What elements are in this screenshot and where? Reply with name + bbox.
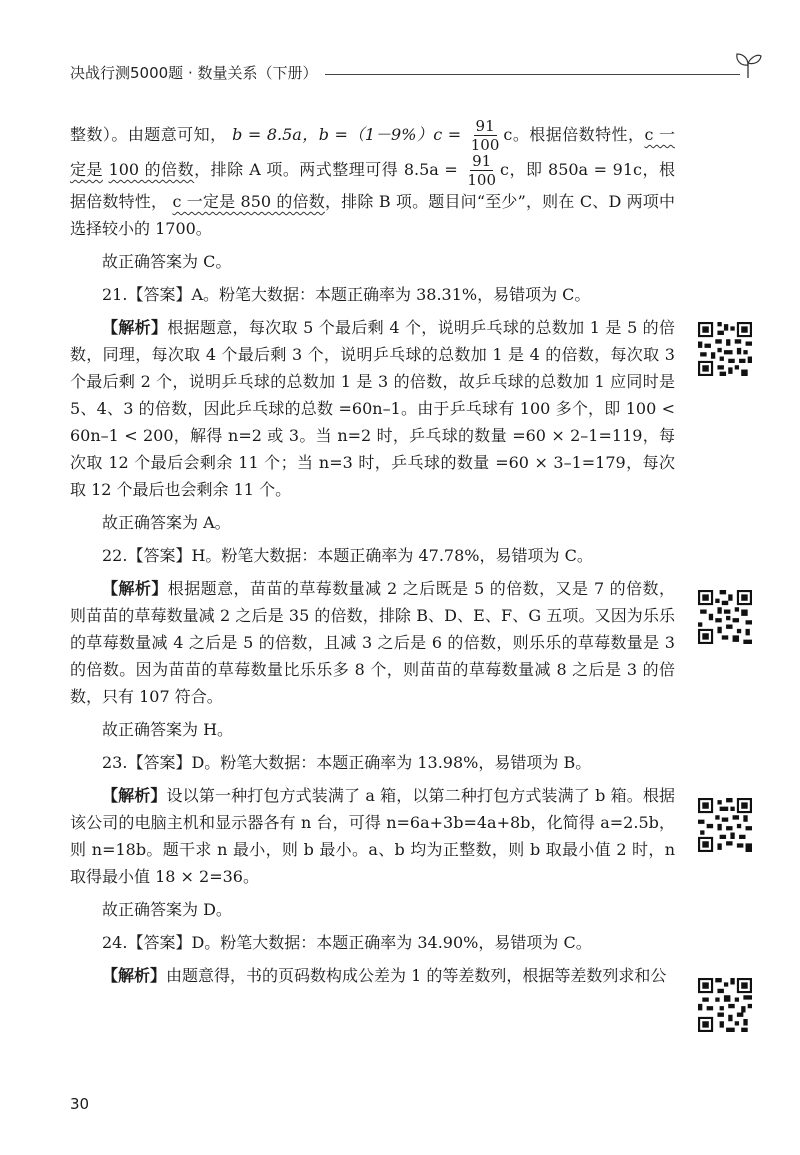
sprout-icon (734, 50, 762, 80)
intro-emphasis-2: 100 的倍数 (108, 160, 195, 179)
analysis-label: 【解析】 (102, 786, 167, 805)
fraction-91-100-b: $\frac{91}{100}$ (467, 152, 497, 189)
qr-code-icon[interactable] (698, 322, 752, 376)
qr-code-icon[interactable] (698, 978, 752, 1032)
q24-answer: 24.【答案】D。粉笔大数据：本题正确率为 34.90%，易错项为 C。 (102, 933, 592, 952)
q22-conclusion: 故正确答案为 H。 (102, 720, 234, 739)
page-body (70, 118, 675, 995)
intro-equation-1: b = 8.5a，b =（1－9%）c = (232, 125, 462, 144)
qr-code-icon[interactable] (698, 798, 752, 852)
book-title: 决战行测5000题 · 数量关系（下册） (70, 62, 325, 83)
analysis-label: 【解析】 (102, 579, 168, 598)
q23-analysis-text: 设以第一种打包方式装满了 a 箱，以第二种打包方式装满了 b 箱。根据该公司的电脑主机和显示器各有 n 台，可得 n=6a+3b=4a+8b，化简得 a=2.5b，则 n=18b。题干求 n 最小，则 b 最小。a、b 均为正整数，则 b 取最小值 2 时，n 取得最小值 18 × 2=36。 (70, 786, 675, 886)
intro-conclusion: 故正确答案为 C。 (102, 252, 232, 271)
intro-text-5: ，排除 B 项。题目问“至少”，则在 C、D 两项中选择较小的 1700。 (70, 192, 675, 238)
analysis-label: 【解析】 (102, 318, 168, 337)
q21-analysis (70, 314, 675, 503)
analysis-label: 【解析】 (102, 966, 167, 985)
q21-analysis-text: 根据题意，每次取 5 个最后剩 4 个，说明乒乓球的总数加 1 是 5 的倍数，同理，每次取 4 个最后剩 3 个，说明乒乓球的总数加 1 是 4 的倍数，每次取 3 个最后剩 2 个，说明乒乓球的总数加 1 是 3 的倍数，故乒乓球的总数加 1 应同时是 5、4、3 的倍数，因此乒乓球的总数 =60n–1。由于乒乓球有 100 多个，即 100 < 60n–1 < 200，解得 n=2 或 3。当 n=2 时，乒乓球的数量 =60 × 2–1=119，每次取 12 个最后会剩余 11 个；当 n=3 时，乒乓球的数量 =60 × 3–1=179，每次取 12 个最后也会剩余 11 个。 (70, 318, 675, 499)
q23-analysis (70, 782, 675, 890)
intro-text-3: ，排除 A 项。两式整理可得 8.5a = (194, 160, 458, 179)
intro-paragraph (70, 118, 675, 242)
intro-emphasis-3: c 一定是 850 的倍数 (172, 192, 325, 211)
q23-conclusion: 故正确答案为 D。 (102, 900, 232, 919)
q21-conclusion: 故正确答案为 A。 (102, 513, 231, 532)
q23-answer: 23.【答案】D。粉笔大数据：本题正确率为 13.98%，易错项为 B。 (102, 753, 592, 772)
qr-code-icon[interactable] (698, 590, 752, 644)
q24-analysis (70, 962, 675, 989)
q24-analysis-text: 由题意得，书的页码数构成公差为 1 的等差数列，根据等差数列求和公 (166, 966, 667, 985)
q22-analysis (70, 575, 675, 710)
intro-emphasis-1: c 一定是 (70, 125, 675, 179)
intro-text-2: c。根据倍数特性， (503, 125, 645, 144)
intro-text-4: c，即 850a = 91c，根据倍数特性， (70, 160, 675, 211)
running-header (70, 60, 770, 90)
q21-answer: 21.【答案】A。粉笔大数据：本题正确率为 38.31%，易错项为 C。 (102, 285, 591, 304)
q22-analysis-text: 根据题意，苗苗的草莓数量减 2 之后既是 5 的倍数，又是 7 的倍数，则苗苗的草莓数量减 2 之后是 35 的倍数，排除 B、D、E、F、G 五项。又因为乐乐的草莓数量减 4 之后是 5 的倍数，且减 3 之后是 6 的倍数，则乐乐的草莓数量是 3 的倍数。因为苗苗的草莓数量比乐乐多 8 个，则苗苗的草莓数量减 8 之后是 3 的倍数，只有 107 符合。 (70, 579, 675, 706)
intro-text-1: 整数）。由题意可知， (70, 125, 227, 144)
q22-answer: 22.【答案】H。粉笔大数据：本题正确率为 47.78%，易错项为 C。 (102, 546, 593, 565)
fraction-91-100: $\frac{91}{100}$ (470, 117, 500, 154)
page-number: 30 (70, 1095, 90, 1113)
